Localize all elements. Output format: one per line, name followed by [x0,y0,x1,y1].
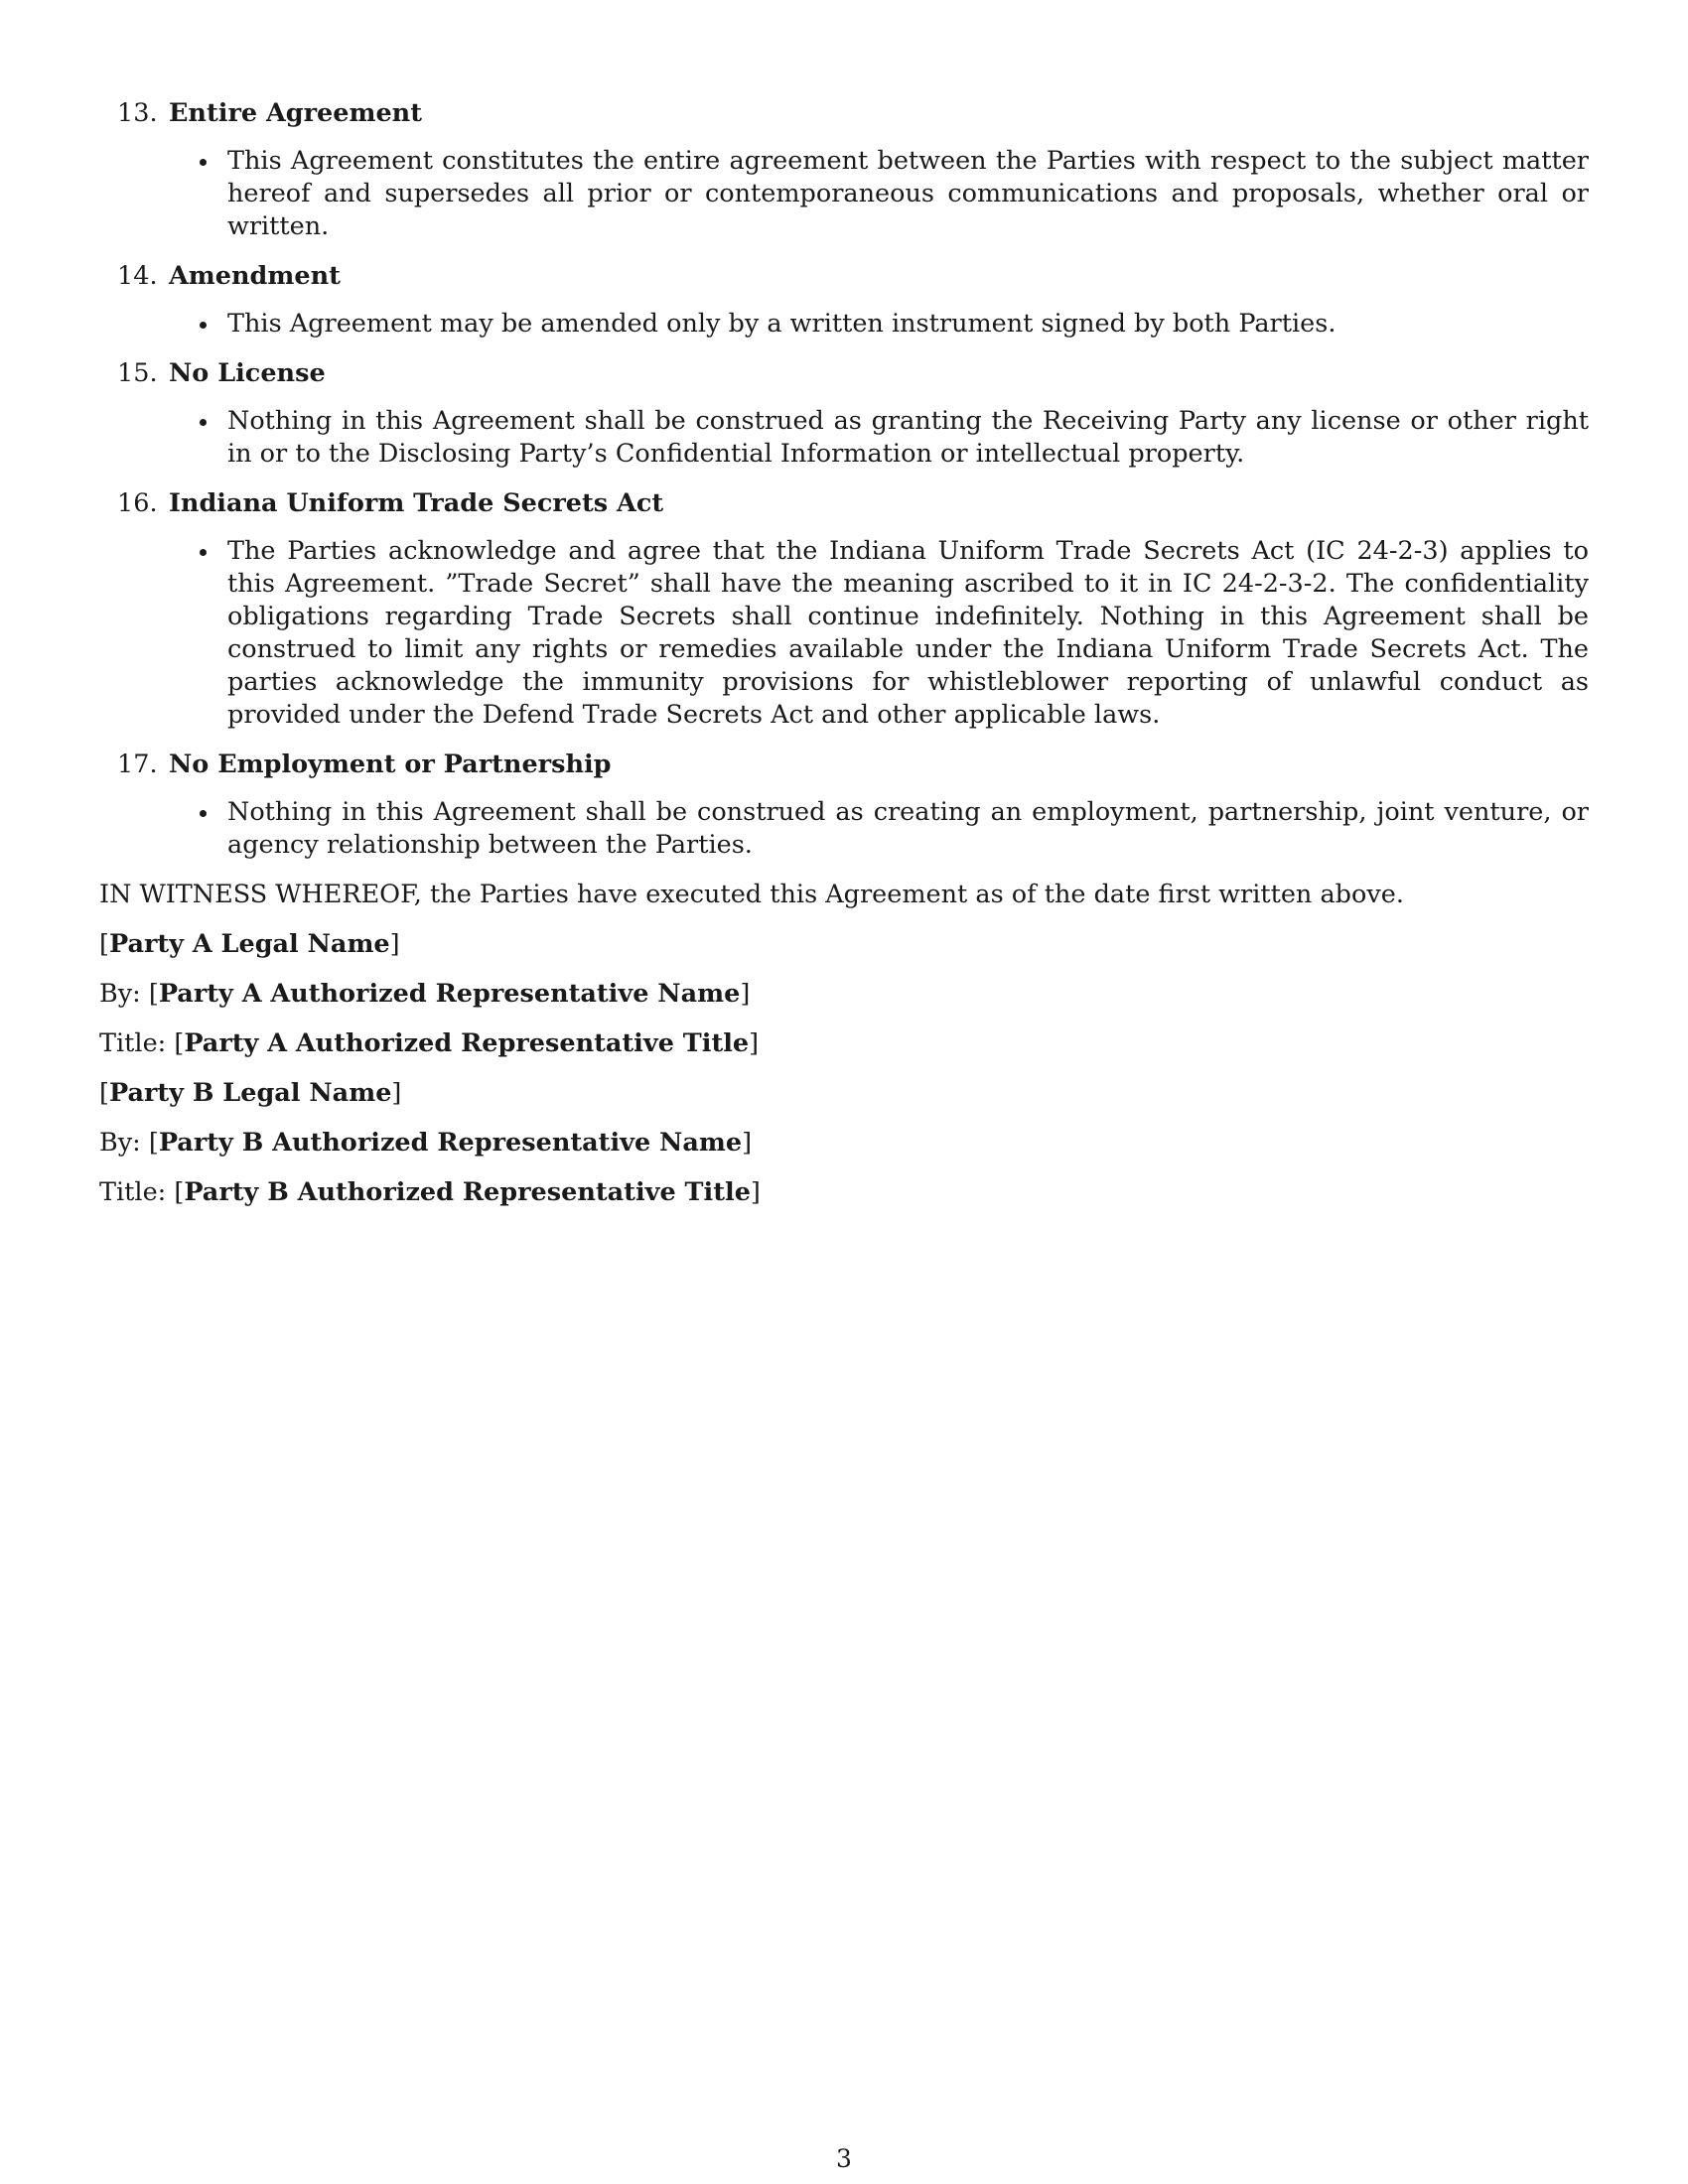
party-b-rep-name: Party B Authorized Representative Name [158,1128,743,1158]
section-text: This Agreement constitutes the entire agreement between the Parties with respect to the subject matter hereof and supersedes all prior or contemporaneous communications and proposals, whether oral or written. [227,146,1589,241]
section-trade-secrets [99,487,1589,732]
by-label: By: [99,1128,141,1158]
section-text: This Agreement may be amended only by a written instrument signed by both Parties. [227,309,1336,339]
section-text: Nothing in this Agreement shall be construed as creating an employment, partnership, joint venture, or agency relationship between the Parties. [227,797,1589,860]
section-amendment [99,260,1589,341]
page-number: 3 [836,2144,852,2173]
document-page [99,97,1589,1226]
section-number: 15. [117,358,158,388]
party-b-rep-title: Party B Authorized Representative Title [184,1177,751,1207]
list-item [197,405,1589,471]
bullet-icon [197,308,227,341]
title-label: Title: [99,1177,167,1207]
bullet-icon [197,796,227,862]
bullet-icon [197,405,227,471]
section-title: Entire Agreement [169,98,422,128]
party-a-legal-name: [Party A Legal Name] [99,929,400,959]
party-b-by-line: By: [Party B Authorized Representative Name] [99,1128,753,1158]
section-number: 13. [117,98,158,128]
bullet-icon [197,535,227,732]
party-b-legal-name: [Party B Legal Name] [99,1078,402,1108]
section-heading [117,487,1589,520]
section-heading [117,749,1589,781]
section-number: 14. [117,261,158,291]
list-item [197,308,1589,341]
section-text: The Parties acknowledge and agree that the Indiana Uniform Trade Secrets Act (IC 24-2-3) applies to this Agreement. ”Trade Secret” shall have the meaning ascribed to it in IC 24-2-3-2. The confidentiality obligations regarding Trade Secrets shall continue indefinitely. Nothing in this Agreement shall be construed to limit any rights or remedies available under the Indiana Uniform Trade Secrets Act. The parties acknowledge the immunity provisions for whistleblower reporting of unlawful conduct as provided under the Defend Trade Secrets Act and other applicable laws. [227,536,1589,730]
party-b-legal-name-value: Party B Legal Name [108,1078,392,1108]
list-item [197,796,1589,862]
section-no-license [99,357,1589,471]
party-b-title-line: Title: [Party B Authorized Representative Title] [99,1177,761,1207]
party-a-by-line: By: [Party A Authorized Representative Name] [99,979,751,1009]
party-a-title-line: Title: [Party A Authorized Representative Title] [99,1028,760,1058]
party-a-rep-title: Party A Authorized Representative Title [184,1028,750,1058]
party-a-rep-name: Party A Authorized Representative Name [158,979,741,1009]
section-title: No Employment or Partnership [169,750,612,779]
section-number: 17. [117,750,158,779]
section-title: Amendment [169,261,341,291]
by-label: By: [99,979,141,1009]
party-a-legal-name-value: Party A Legal Name [108,929,390,959]
section-entire-agreement [99,97,1589,243]
section-title: Indiana Uniform Trade Secrets Act [169,488,664,518]
list-item [197,535,1589,732]
section-number: 16. [117,488,158,518]
section-heading [117,357,1589,390]
section-heading [117,97,1589,130]
list-item [197,145,1589,243]
section-heading [117,260,1589,293]
section-no-employment [99,749,1589,862]
bullet-icon [197,145,227,243]
section-text: Nothing in this Agreement shall be construed as granting the Receiving Party any license or other right in or to the Disclosing Party’s Confidential Information or intellectual property. [227,406,1589,469]
witness-statement: IN WITNESS WHEREOF, the Parties have executed this Agreement as of the date first written above. [99,880,1404,909]
title-label: Title: [99,1028,167,1058]
section-title: No License [169,358,326,388]
